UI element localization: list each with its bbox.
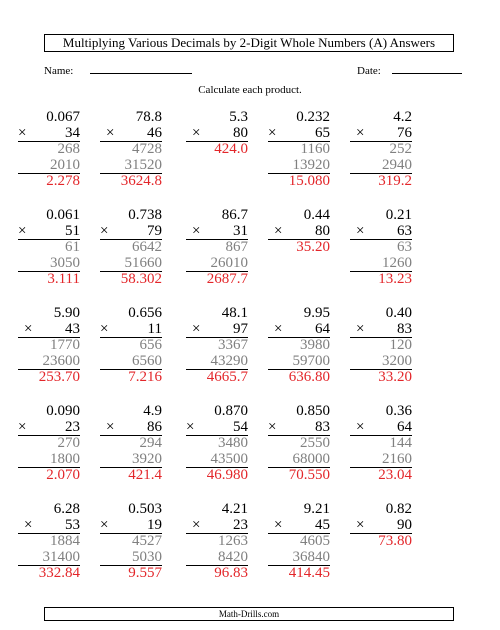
times-sign: × xyxy=(106,418,115,435)
product-answer: 253.70 xyxy=(38,369,80,386)
multiplier-row xyxy=(268,420,330,437)
product-answer: 332.84 xyxy=(38,565,80,582)
partial-product: 3050 xyxy=(18,256,80,273)
product-answer: 46.980 xyxy=(206,467,248,484)
times-sign: × xyxy=(18,222,27,239)
product-answer: 414.45 xyxy=(288,565,330,582)
times-sign: × xyxy=(24,320,33,337)
times-sign: × xyxy=(268,124,277,141)
product-answer: 13.23 xyxy=(378,271,412,288)
problem-11 xyxy=(18,306,80,386)
times-sign: × xyxy=(18,418,27,435)
partial-product: 867 xyxy=(225,239,248,256)
multiplier: 86 xyxy=(147,418,162,435)
multiplier: 79 xyxy=(147,222,162,239)
multiplier-row xyxy=(268,518,330,535)
multiplier: 53 xyxy=(65,516,80,533)
times-sign: × xyxy=(274,320,283,337)
multiplier-row xyxy=(350,420,412,437)
partial-product: 1260 xyxy=(350,256,412,273)
partial-product: 6642 xyxy=(132,239,162,256)
problem-17 xyxy=(100,404,162,484)
partial-product: 252 xyxy=(389,141,412,158)
multiplicand: 0.40 xyxy=(385,305,412,321)
product-answer: 23.04 xyxy=(378,467,412,484)
problem-14 xyxy=(268,306,330,386)
multiplier-row xyxy=(100,126,162,143)
partial-product: 294 xyxy=(139,435,162,452)
partial-product: 5030 xyxy=(100,550,162,567)
multiplier-row xyxy=(350,224,412,241)
partial-product: 3480 xyxy=(218,435,248,452)
multiplier-row xyxy=(186,322,248,339)
problem-19 xyxy=(268,404,330,484)
partial-product: 270 xyxy=(57,435,80,452)
partial-product: 26010 xyxy=(186,256,248,273)
product-answer: 70.550 xyxy=(288,467,330,484)
product-answer: 319.2 xyxy=(378,173,412,190)
problem-16 xyxy=(18,404,80,484)
multiplier: 46 xyxy=(147,124,162,141)
multiplier-row xyxy=(350,126,412,143)
problem-5 xyxy=(350,110,412,190)
times-sign: × xyxy=(18,124,27,141)
multiplier: 80 xyxy=(315,222,330,239)
partial-product: 1263 xyxy=(218,533,248,550)
problem-6 xyxy=(18,208,80,288)
times-sign: × xyxy=(186,418,195,435)
partial-product: 2010 xyxy=(18,158,80,175)
multiplier-row xyxy=(268,322,330,339)
product-answer: 4665.7 xyxy=(206,369,248,386)
partial-product: 1800 xyxy=(18,452,80,469)
product-answer: 2.278 xyxy=(46,173,80,190)
problem-13 xyxy=(186,306,248,386)
partial-product: 68000 xyxy=(268,452,330,469)
times-sign: × xyxy=(356,516,365,533)
multiplicand: 6.28 xyxy=(53,501,80,517)
partial-product: 13920 xyxy=(268,158,330,175)
product-answer: 9.557 xyxy=(128,565,162,582)
multiplicand: 0.503 xyxy=(128,501,162,517)
partial-product: 2160 xyxy=(350,452,412,469)
problem-1 xyxy=(18,110,80,190)
partial-product: 2940 xyxy=(350,158,412,175)
product-answer: 35.20 xyxy=(296,239,330,256)
worksheet-title: Multiplying Various Decimals by 2-Digit Whole Numbers (A) Answers xyxy=(44,34,454,52)
multiplier-row xyxy=(186,126,248,143)
date-line xyxy=(392,62,462,74)
date-field xyxy=(357,62,462,78)
times-sign: × xyxy=(268,418,277,435)
partial-product: 120 xyxy=(389,337,412,354)
partial-product: 23600 xyxy=(18,354,80,371)
multiplicand: 0.067 xyxy=(46,109,80,125)
partial-product: 8420 xyxy=(186,550,248,567)
multiplicand: 0.232 xyxy=(296,109,330,125)
product-answer: 3.111 xyxy=(47,271,80,288)
times-sign: × xyxy=(274,516,283,533)
times-sign: × xyxy=(356,124,365,141)
product-answer: 7.216 xyxy=(128,369,162,386)
product-answer: 636.80 xyxy=(288,369,330,386)
multiplier-row xyxy=(350,322,412,339)
multiplier-row xyxy=(186,224,248,241)
times-sign: × xyxy=(192,320,201,337)
multiplier-row xyxy=(18,224,80,241)
times-sign: × xyxy=(24,516,33,533)
product-answer: 3624.8 xyxy=(120,173,162,190)
multiplier: 64 xyxy=(397,418,412,435)
name-field xyxy=(44,62,192,78)
multiplier-row xyxy=(100,518,162,535)
multiplier: 34 xyxy=(65,124,80,141)
times-sign: × xyxy=(356,320,365,337)
multiplier: 64 xyxy=(315,320,330,337)
problem-22 xyxy=(100,502,162,582)
multiplier-row xyxy=(186,420,248,437)
times-sign: × xyxy=(192,124,201,141)
multiplier: 43 xyxy=(65,320,80,337)
multiplier: 63 xyxy=(397,222,412,239)
multiplicand: 0.656 xyxy=(128,305,162,321)
partial-product: 3980 xyxy=(300,337,330,354)
multiplicand: 9.21 xyxy=(303,501,330,517)
product-answer: 15.080 xyxy=(288,173,330,190)
problem-15 xyxy=(350,306,412,386)
multiplier: 11 xyxy=(147,320,162,337)
partial-product: 4527 xyxy=(132,533,162,550)
multiplier: 90 xyxy=(397,516,412,533)
multiplier-row xyxy=(100,224,162,241)
partial-product: 6560 xyxy=(100,354,162,371)
partial-product: 43290 xyxy=(186,354,248,371)
multiplier-row xyxy=(350,518,412,535)
multiplier: 76 xyxy=(397,124,412,141)
multiplicand: 0.21 xyxy=(385,207,412,223)
multiplicand: 86.7 xyxy=(221,207,248,223)
problem-8 xyxy=(186,208,248,288)
partial-product: 268 xyxy=(57,141,80,158)
multiplier-row xyxy=(18,420,80,437)
multiplicand: 4.2 xyxy=(393,109,412,125)
multiplicand: 0.82 xyxy=(385,501,412,517)
times-sign: × xyxy=(106,124,115,141)
multiplicand: 0.850 xyxy=(296,403,330,419)
multiplicand: 0.738 xyxy=(128,207,162,223)
partial-product: 2550 xyxy=(300,435,330,452)
multiplier: 19 xyxy=(147,516,162,533)
times-sign: × xyxy=(100,222,109,239)
partial-product: 61 xyxy=(65,239,80,256)
problem-21 xyxy=(18,502,80,582)
product-answer: 33.20 xyxy=(378,369,412,386)
partial-product: 43500 xyxy=(186,452,248,469)
problem-25 xyxy=(350,502,412,550)
partial-product: 144 xyxy=(389,435,412,452)
partial-product: 1770 xyxy=(50,337,80,354)
multiplier: 31 xyxy=(233,222,248,239)
partial-product: 3367 xyxy=(218,337,248,354)
partial-product: 63 xyxy=(397,239,412,256)
multiplier: 23 xyxy=(65,418,80,435)
multiplicand: 0.061 xyxy=(46,207,80,223)
multiplier: 23 xyxy=(233,516,248,533)
problem-23 xyxy=(186,502,248,582)
footer: Math-Drills.com xyxy=(44,607,454,621)
multiplier-row xyxy=(18,322,80,339)
problem-24 xyxy=(268,502,330,582)
name-label: Name: xyxy=(44,65,74,77)
partial-product: 4605 xyxy=(300,533,330,550)
multiplier-row xyxy=(100,420,162,437)
multiplier-row xyxy=(268,224,330,241)
times-sign: × xyxy=(356,222,365,239)
multiplier-row xyxy=(268,126,330,143)
multiplicand: 5.90 xyxy=(53,305,80,321)
multiplier: 97 xyxy=(233,320,248,337)
partial-product: 36840 xyxy=(268,550,330,567)
instructions: Calculate each product. xyxy=(198,84,302,96)
multiplicand: 0.36 xyxy=(385,403,412,419)
partial-product: 4728 xyxy=(132,141,162,158)
times-sign: × xyxy=(100,320,109,337)
partial-product: 3920 xyxy=(100,452,162,469)
multiplier: 83 xyxy=(315,418,330,435)
times-sign: × xyxy=(274,222,283,239)
multiplicand: 5.3 xyxy=(229,109,248,125)
product-answer: 424.0 xyxy=(214,141,248,158)
problem-10 xyxy=(350,208,412,288)
multiplier-row xyxy=(18,518,80,535)
date-label: Date: xyxy=(357,65,381,77)
multiplicand: 78.8 xyxy=(135,109,162,125)
multiplicand: 4.21 xyxy=(221,501,248,517)
partial-product: 3200 xyxy=(350,354,412,371)
multiplier: 80 xyxy=(233,124,248,141)
multiplicand: 9.95 xyxy=(303,305,330,321)
partial-product: 656 xyxy=(139,337,162,354)
times-sign: × xyxy=(192,222,201,239)
multiplicand: 0.870 xyxy=(214,403,248,419)
problem-9 xyxy=(268,208,330,256)
multiplier-row xyxy=(100,322,162,339)
partial-product: 31520 xyxy=(100,158,162,175)
product-answer: 58.302 xyxy=(120,271,162,288)
multiplier-row xyxy=(18,126,80,143)
problem-4 xyxy=(268,110,330,190)
multiplier-row xyxy=(186,518,248,535)
problem-7 xyxy=(100,208,162,288)
product-answer: 2687.7 xyxy=(206,271,248,288)
multiplicand: 48.1 xyxy=(221,305,248,321)
partial-product: 51660 xyxy=(100,256,162,273)
multiplier: 51 xyxy=(65,222,80,239)
product-answer: 73.80 xyxy=(378,533,412,550)
partial-product: 1160 xyxy=(300,141,330,158)
multiplier: 54 xyxy=(233,418,248,435)
times-sign: × xyxy=(100,516,109,533)
product-answer: 96.83 xyxy=(214,565,248,582)
times-sign: × xyxy=(192,516,201,533)
multiplicand: 0.44 xyxy=(303,207,330,223)
multiplicand: 4.9 xyxy=(143,403,162,419)
multiplicand: 0.090 xyxy=(46,403,80,419)
problem-12 xyxy=(100,306,162,386)
problem-20 xyxy=(350,404,412,484)
product-answer: 421.4 xyxy=(128,467,162,484)
partial-product: 59700 xyxy=(268,354,330,371)
multiplier: 45 xyxy=(315,516,330,533)
multiplier: 65 xyxy=(315,124,330,141)
times-sign: × xyxy=(356,418,365,435)
name-line xyxy=(90,62,192,74)
partial-product: 31400 xyxy=(18,550,80,567)
partial-product: 1884 xyxy=(50,533,80,550)
problem-18 xyxy=(186,404,248,484)
problem-3 xyxy=(186,110,248,158)
product-answer: 2.070 xyxy=(46,467,80,484)
problem-2 xyxy=(100,110,162,190)
multiplier: 83 xyxy=(397,320,412,337)
